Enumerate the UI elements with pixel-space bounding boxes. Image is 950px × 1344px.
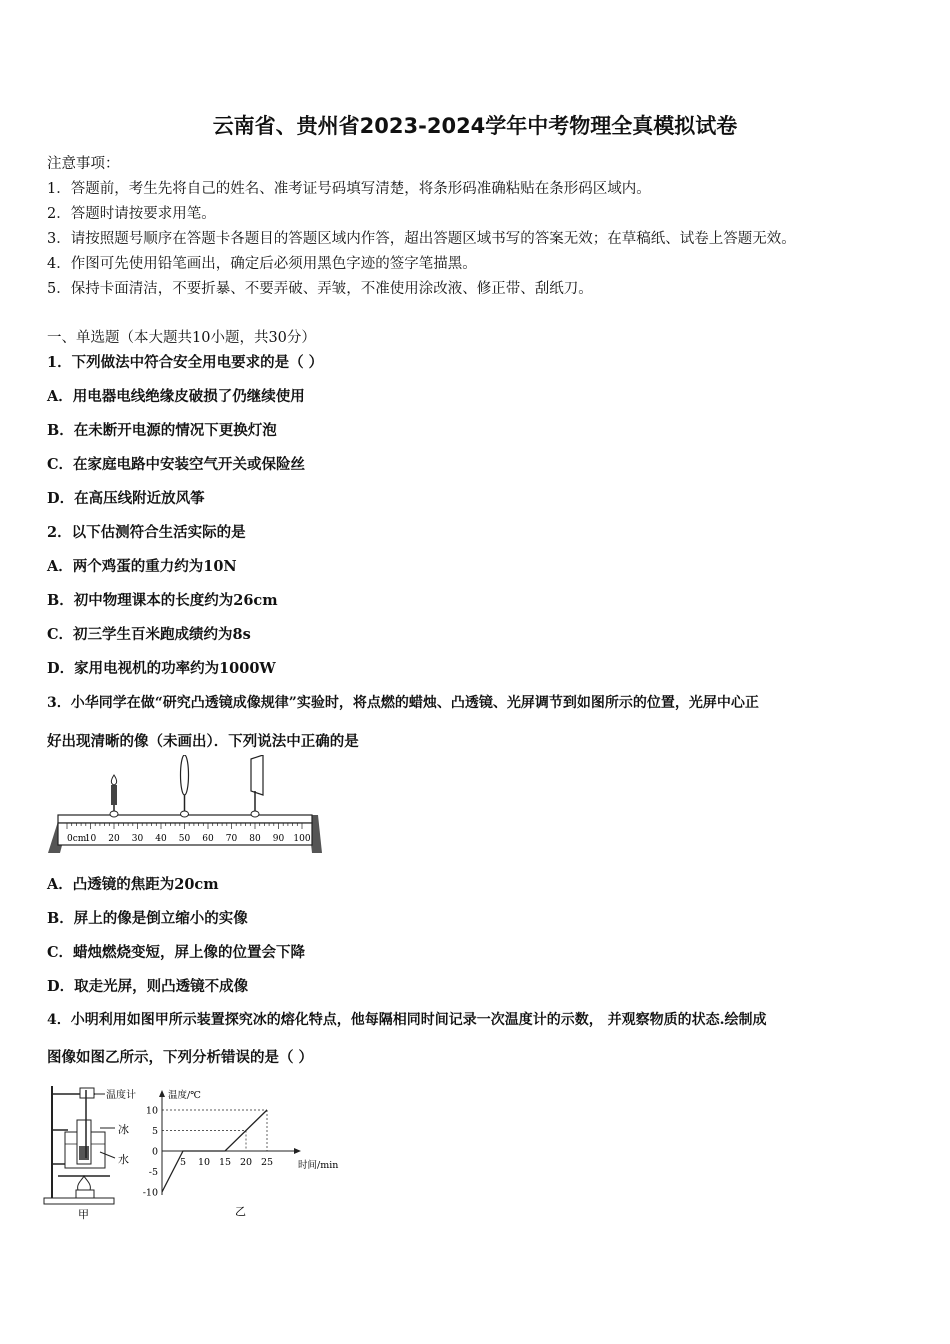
question-3-option-a: A．凸透镜的焦距为20cm xyxy=(47,876,219,893)
y-tick-label: -10 xyxy=(142,1187,158,1199)
light-screen xyxy=(251,755,263,817)
ice-label: 冰 xyxy=(118,1123,129,1136)
ruler-tick-label: 10 xyxy=(84,834,97,844)
water-label: 水 xyxy=(118,1153,129,1166)
question-1-option-d: D．在高压线附近放风筝 xyxy=(47,490,205,507)
question-1-option-a: A．用电器电线绝缘皮破损了仍继续使用 xyxy=(47,388,305,405)
note-item: 4．作图可先使用铅笔画出，确定后必须用黑色字迹的签字笔描黑。 xyxy=(47,256,477,272)
ruler-tick-label: 20 xyxy=(108,834,120,844)
question-4-stem-line2: 图像如图乙所示，下列分析错误的是（ ） xyxy=(47,1049,314,1066)
y-tick-label: 5 xyxy=(151,1126,158,1137)
x-axis-arrow-icon xyxy=(294,1148,301,1154)
ruler-tick-label: 100 xyxy=(293,834,311,844)
x-tick-label: 25 xyxy=(260,1157,274,1168)
candle xyxy=(110,775,118,817)
notes-heading: 注意事项： xyxy=(47,156,120,172)
ruler-tick-label: 40 xyxy=(155,834,167,844)
question-3-option-d: D．取走光屏，则凸透镜不成像 xyxy=(47,978,249,995)
question-2-option-b: B．初中物理课本的长度约为26cm xyxy=(47,592,278,609)
question-2-stem: 2．以下估测符合生活实际的是 xyxy=(47,524,246,541)
question-2-option-a: A．两个鸡蛋的重力约为10N xyxy=(47,558,237,575)
y-axis-arrow-icon xyxy=(159,1090,165,1097)
apparatus-base xyxy=(44,1198,114,1204)
ice-sample xyxy=(79,1146,89,1160)
temperature-time-chart xyxy=(135,1080,350,1220)
chart-x-label: 时间/min xyxy=(298,1160,339,1171)
ruler-tick-label: 50 xyxy=(178,834,191,844)
optical-bench-figure xyxy=(40,755,330,860)
ruler-tick-label: 60 xyxy=(202,834,214,844)
question-3-stem-line1: 3．小华同学在做“研究凸透镜成像规律”实验时，将点燃的蜡烛、凸透镜、光屏调节到如图所示的位置，光屏中心正 xyxy=(47,695,759,711)
ruler-unit-label: 0cm xyxy=(67,834,87,844)
question-2-option-d: D．家用电视机的功率约为1000W xyxy=(47,660,276,677)
question-1-stem: 1．下列做法中符合安全用电要求的是（ ） xyxy=(47,354,324,371)
figure-caption-jia: 甲 xyxy=(78,1208,89,1220)
question-3-stem-line2: 好出现清晰的像（未画出）．下列说法中正确的是 xyxy=(47,733,359,750)
y-tick-label: -5 xyxy=(148,1167,158,1178)
x-tick-label: 15 xyxy=(218,1157,232,1168)
question-3-option-c: C．蜡烛燃烧变短，屏上像的位置会下降 xyxy=(47,944,306,961)
ruler-tick-label: 90 xyxy=(272,834,285,844)
ruler-tick-label: 70 xyxy=(225,834,238,844)
chart-y-label: 温度/℃ xyxy=(168,1090,201,1101)
x-tick-label: 5 xyxy=(179,1157,187,1168)
question-2-option-c: C．初三学生百米跑成绩约为8s xyxy=(47,626,251,643)
ruler-tick-label: 30 xyxy=(131,834,144,844)
x-tick-label: 10 xyxy=(197,1157,211,1168)
y-tick-label: 0 xyxy=(151,1146,158,1158)
question-1-option-c: C．在家庭电路中安装空气开关或保险丝 xyxy=(47,456,306,473)
question-1-option-b: B．在未断开电源的情况下更换灯泡 xyxy=(47,422,277,439)
burner-flame-icon xyxy=(78,1176,91,1190)
alcohol-lamp xyxy=(76,1190,94,1198)
y-tick-label: 10 xyxy=(145,1105,158,1117)
question-4-stem-line1: 4．小明利用如图甲所示装置探究冰的熔化特点，他每隔相同时间记录一次温度计的示数， 并观察物质的状态.绘制成 xyxy=(47,1012,767,1028)
page-title: 云南省、贵州省2023-2024学年中考物理全真模拟试卷 xyxy=(212,114,738,138)
note-item: 1．答题前，考生先将自己的姓名、准考证号码填写清楚，将条形码准确粘贴在条形码区域内。 xyxy=(47,181,651,197)
note-item: 5．保持卡面清洁，不要折暴、不要弄破、弄皱，不准使用涂改液、修正带、刮纸刀。 xyxy=(47,281,593,297)
thermometer-label: 温度计 xyxy=(106,1090,136,1101)
question-3-option-b: B．屏上的像是倒立缩小的实像 xyxy=(47,910,248,927)
note-item: 2．答题时请按要求用笔。 xyxy=(47,206,216,222)
figure-caption-yi: 乙 xyxy=(235,1205,246,1218)
ruler-tick-label: 80 xyxy=(249,834,261,844)
note-item: 3．请按照题号顺序在答题卡各题目的答题区域内作答，超出答题区域书写的答案无效；在草稿纸、试卷上答题无效。 xyxy=(47,231,796,247)
section-heading: 一、单选题（本大题共10小题，共30分） xyxy=(47,330,316,346)
convex-lens xyxy=(181,755,189,817)
x-tick-label: 20 xyxy=(239,1157,253,1168)
